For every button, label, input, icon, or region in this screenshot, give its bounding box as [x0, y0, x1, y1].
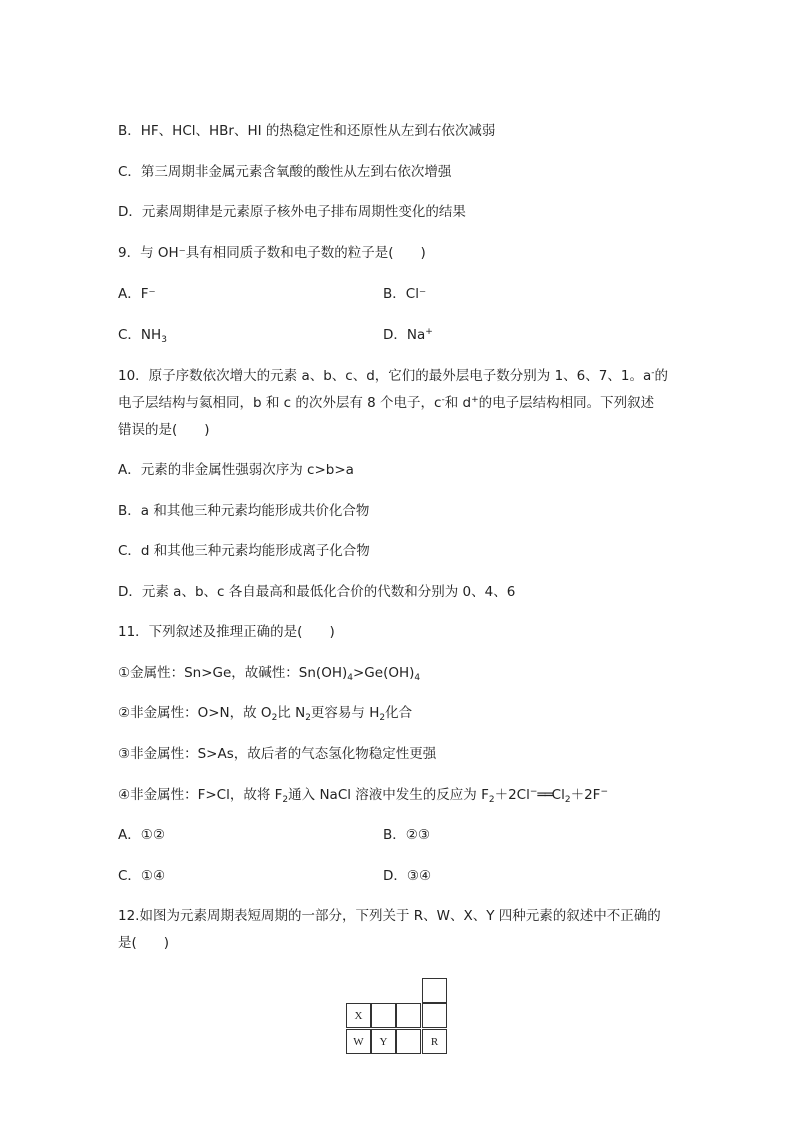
q10-l2-text-a: 电子层结构与氦相同，b 和 c 的次外层有 8 个电子，c [118, 395, 442, 411]
option-9d [383, 325, 433, 345]
s4-text-e: ＋2F [570, 787, 601, 803]
q10-l1-superscript: - [651, 368, 655, 378]
s2-subscript-2: 2 [305, 713, 311, 723]
s4-superscript-2: − [600, 787, 608, 797]
option-11b: B．②③ [383, 827, 430, 843]
question-11: 11．下列叙述及推理正确的是( ) [118, 624, 335, 640]
s4-superscript-1: − [529, 787, 538, 797]
option-9c-subscript: 3 [161, 335, 167, 345]
question-12-line-2: 是( ) [118, 935, 170, 951]
statement-1 [118, 663, 420, 683]
s2-text-c: 更容易与 H [310, 705, 380, 721]
s2-text-d: 化合 [385, 705, 413, 721]
s2-subscript-1: 2 [271, 713, 278, 723]
s1-subscript-1: 4 [347, 673, 353, 683]
option-9b: B．Cl⁻ [383, 286, 427, 302]
s4-subscript-2: 2 [488, 795, 495, 805]
q10-l1-text-b: 的 [654, 368, 668, 384]
s4-subscript-1: 2 [282, 795, 289, 805]
periodic-table-fragment [346, 978, 447, 1054]
option-8d: D．元素周期律是元素原子核外电子排布周期性变化的结果 [118, 204, 466, 220]
option-10d: D．元素 a、b、c 各自最高和最低化合价的代数和分别为 0、4、6 [118, 584, 516, 600]
question-10-line-2 [118, 393, 654, 413]
s2-text-a: ②非金属性：O>N，故 O [118, 705, 272, 721]
statement-4 [118, 785, 608, 805]
table-cell-x: X [346, 1003, 371, 1028]
q10-l2-superscript-2: + [471, 395, 479, 405]
table-cell-empty [371, 1003, 396, 1028]
equals-sign: ══ [537, 787, 552, 803]
s4-text-c: ＋2Cl [494, 787, 530, 803]
table-cell-r: R [422, 1029, 447, 1054]
question-12-line-1: 12.如图为元素周期表短周期的一部分，下列关于 R、W、X、Y 四种元素的叙述中不正确的 [118, 908, 661, 924]
table-cell-empty [396, 1003, 421, 1028]
s4-text-b: 通入 NaCl 溶液中发生的反应为 F [288, 787, 489, 803]
option-10c: C．d 和其他三种元素均能形成离子化合物 [118, 543, 370, 559]
question-10-line-3: 错误的是( ) [118, 422, 210, 438]
option-9d-superscript: + [425, 327, 433, 337]
option-8c: C．第三周期非金属元素含氧酸的酸性从左到右依次增强 [118, 164, 452, 180]
option-9a: A．F⁻ [118, 286, 156, 302]
table-cell-w: W [346, 1029, 371, 1054]
question-10-line-1 [118, 366, 668, 386]
s1-subscript-2: 4 [414, 673, 421, 683]
q10-l1-text-a: 10．原子序数依次增大的元素 a、b、c、d，它们的最外层电子数分别为 1、6、7、1。a [118, 368, 652, 384]
question-9: 9．与 OH⁻具有相同质子数和电子数的粒子是( ) [118, 245, 426, 261]
option-8b: B．HF、HCl、HBr、HI 的热稳定性和还原性从左到右依次减弱 [118, 123, 496, 139]
option-9c-text: C．NH [118, 327, 162, 343]
table-cell-empty [422, 1003, 447, 1028]
s4-subscript-3: 2 [564, 795, 571, 805]
option-10a: A．元素的非金属性强弱次序为 c>b>a [118, 462, 354, 478]
option-10b: B．a 和其他三种元素均能形成共价化合物 [118, 503, 370, 519]
table-cell-top-right [422, 978, 447, 1003]
q10-l2-superscript-1: - [441, 395, 445, 405]
statement-2 [118, 703, 412, 723]
s4-text-d: Cl [551, 787, 565, 803]
statement-3: ③非金属性：S>As，故后者的气态氢化物稳定性更强 [118, 746, 437, 762]
s4-text-a: ④非金属性：F>Cl，故将 F [118, 787, 283, 803]
option-11d: D．③④ [383, 868, 432, 884]
table-cell-empty [396, 1029, 421, 1054]
q10-l2-text-c: 的电子层结构相同。下列叙述 [478, 395, 655, 411]
s2-text-b: 比 N [277, 705, 306, 721]
s1-text-b: >Ge(OH) [352, 665, 415, 681]
table-cell-y: Y [371, 1029, 396, 1054]
option-11a: A．①② [118, 827, 165, 843]
option-9c [118, 325, 167, 345]
s2-subscript-3: 2 [379, 713, 386, 723]
s1-text-a: ①金属性：Sn>Ge，故碱性：Sn(OH) [118, 665, 348, 681]
option-9d-text: D．Na [383, 327, 426, 343]
q10-l2-text-b: 和 d [444, 395, 472, 411]
option-11c: C．①④ [118, 868, 166, 884]
